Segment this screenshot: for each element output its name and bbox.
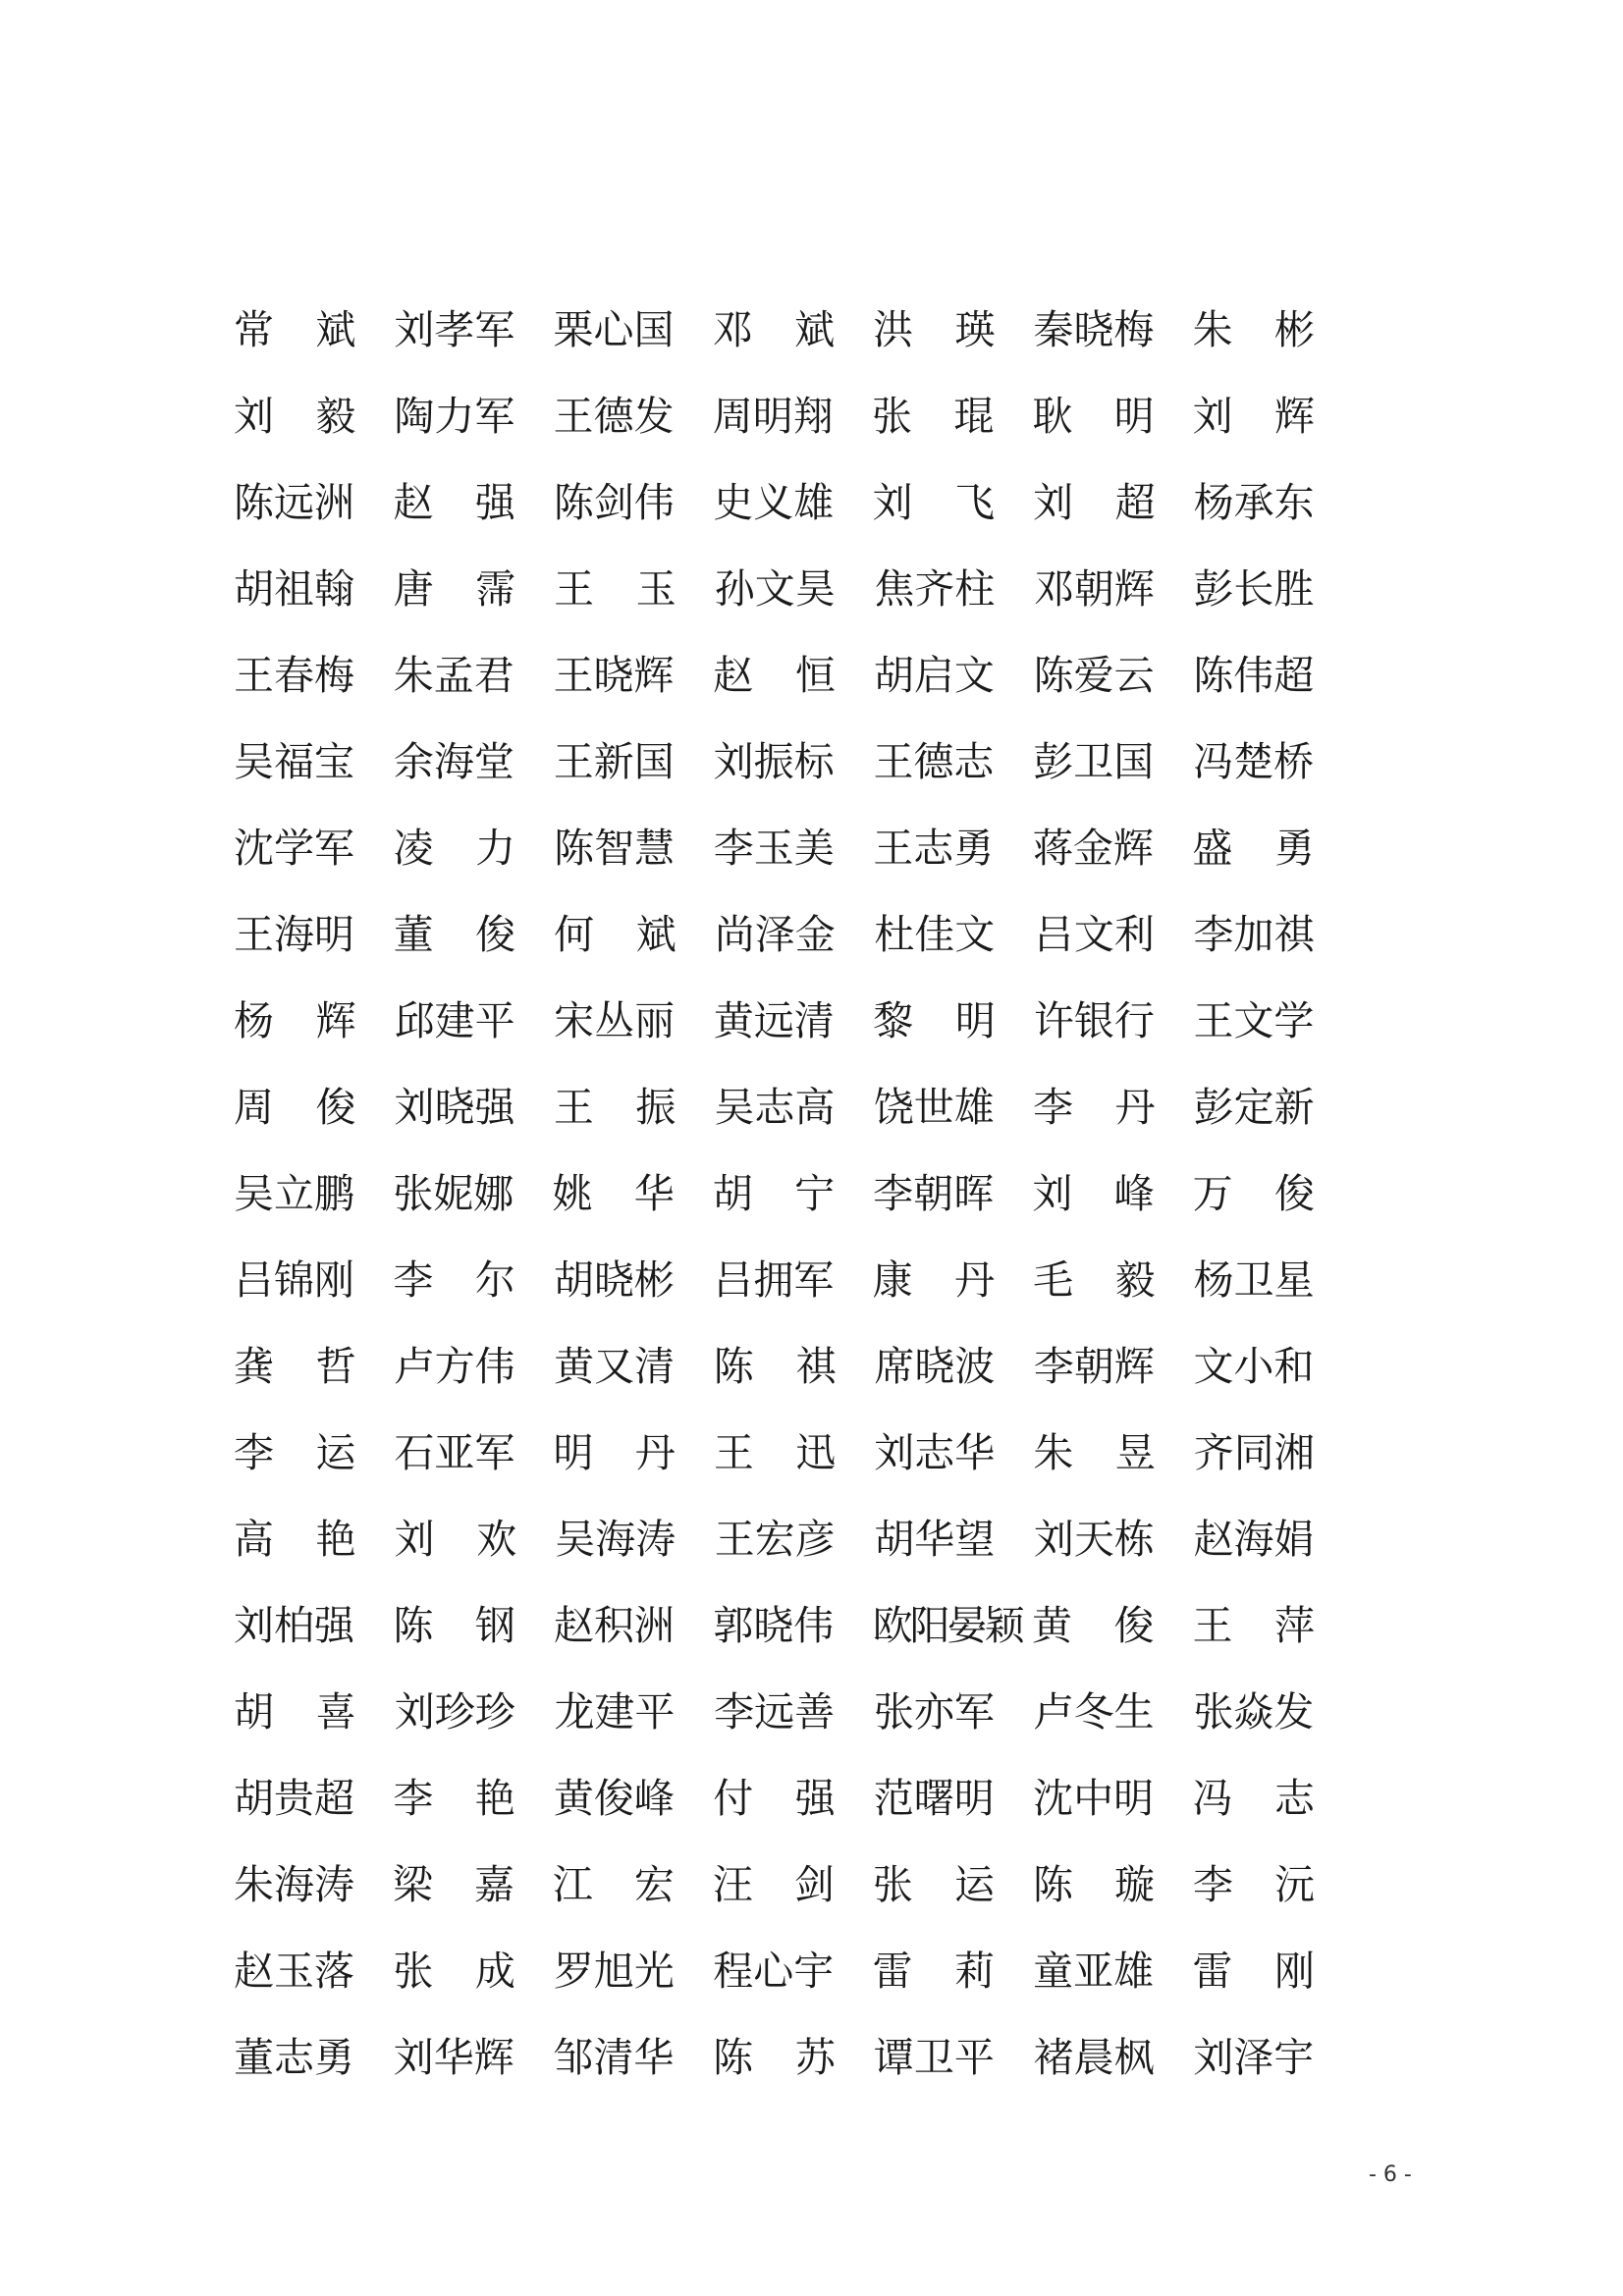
name-entry: 龙建平 — [554, 1688, 676, 1735]
name-char: 康 — [872, 1256, 913, 1304]
name-char: 李 — [393, 1256, 434, 1304]
name-row — [234, 1496, 1353, 1582]
name-row — [234, 1323, 1353, 1410]
name-entry: 陈剑伟 — [553, 479, 675, 526]
name-entry: 王新国 — [553, 738, 675, 785]
name-entry — [713, 1842, 835, 1928]
name-entry: 沈学军 — [234, 825, 354, 872]
name-entry — [553, 1842, 675, 1928]
name-entry: 郭晓伟 — [713, 1602, 835, 1649]
name-char: 钢 — [474, 1602, 515, 1649]
name-entry — [234, 1669, 356, 1755]
name-entry: 王海明 — [234, 911, 354, 958]
name-char: 运 — [315, 1429, 356, 1476]
name-char: 刘 — [1192, 393, 1233, 440]
name-entry — [714, 1323, 837, 1410]
name-row — [234, 1928, 1353, 2014]
name-char: 强 — [474, 479, 515, 526]
name-char: 李 — [234, 1429, 274, 1476]
name-entry: 张焱发 — [1193, 1688, 1315, 1735]
name-entry: 王德发 — [553, 393, 675, 440]
name-entry — [393, 1755, 514, 1842]
name-entry: 李远善 — [714, 1688, 836, 1735]
name-entry: 吴志高 — [714, 1084, 836, 1131]
name-entry — [1193, 373, 1315, 459]
name-row — [234, 1237, 1353, 1323]
name-entry — [1192, 805, 1315, 891]
name-row — [234, 459, 1353, 546]
name-char: 俊 — [1113, 1602, 1155, 1649]
name-char: 俊 — [1273, 1170, 1315, 1217]
name-row — [234, 1755, 1353, 1842]
name-entry: 胡晓彬 — [553, 1256, 675, 1304]
name-char: 霈 — [475, 565, 516, 613]
name-row — [234, 1582, 1353, 1669]
name-char: 赵 — [713, 652, 754, 699]
name-char: 耿 — [1032, 393, 1073, 440]
name-entry: 孙文昊 — [714, 565, 836, 613]
name-entry — [395, 1496, 517, 1582]
name-list — [234, 287, 1353, 2101]
name-char: 剑 — [793, 1861, 835, 1908]
name-char: 洪 — [873, 306, 914, 353]
name-entry: 刘柏强 — [234, 1602, 354, 1649]
name-entry — [234, 1064, 355, 1150]
name-char: 成 — [474, 1948, 515, 1995]
name-char: 刚 — [1273, 1948, 1315, 1995]
name-char: 冯 — [1192, 1775, 1233, 1822]
name-entry: 彭卫国 — [1033, 738, 1155, 785]
name-entry: 陈伟超 — [1193, 652, 1315, 699]
name-char: 宁 — [794, 1170, 836, 1217]
name-entry — [872, 373, 994, 459]
name-entry — [393, 1237, 514, 1323]
name-entry — [1033, 1410, 1155, 1496]
name-entry — [713, 632, 836, 719]
name-entry: 刘华辉 — [393, 2034, 514, 2081]
name-entry: 胡启文 — [873, 652, 995, 699]
name-entry: 王宏彦 — [714, 1516, 836, 1563]
name-entry: 刘志华 — [874, 1429, 996, 1476]
name-row — [234, 2014, 1353, 2101]
name-entry — [393, 1842, 514, 1928]
name-char: 凌 — [393, 825, 434, 872]
name-char: 斌 — [315, 306, 356, 353]
name-entry — [234, 978, 356, 1064]
name-entry: 胡祖翰 — [234, 565, 354, 613]
name-char: 辉 — [1273, 393, 1315, 440]
name-row — [234, 1410, 1353, 1496]
name-entry: 范曙明 — [873, 1775, 995, 1822]
name-entry: 尚泽金 — [714, 911, 836, 958]
name-char: 苏 — [794, 2034, 836, 2081]
name-char: 明 — [1113, 393, 1155, 440]
name-entry — [552, 1150, 674, 1237]
name-char: 力 — [475, 825, 516, 872]
name-entry — [1033, 1064, 1155, 1150]
name-entry: 杨承东 — [1193, 479, 1315, 526]
name-entry: 王德志 — [873, 738, 995, 785]
name-entry: 李玉美 — [713, 825, 835, 872]
name-entry: 赵海娟 — [1193, 1516, 1315, 1563]
name-entry — [873, 459, 995, 546]
name-char: 胡 — [712, 1170, 753, 1217]
name-char: 宏 — [633, 1861, 675, 1908]
name-entry: 蒋金辉 — [1032, 825, 1154, 872]
name-char: 瑛 — [954, 306, 996, 353]
name-char: 李 — [1192, 1861, 1233, 1908]
name-char: 王 — [553, 1084, 594, 1131]
name-entry: 王春梅 — [234, 652, 354, 699]
name-char: 王 — [554, 565, 595, 613]
name-char: 萍 — [1273, 1602, 1315, 1649]
name-char: 胡 — [234, 1688, 274, 1735]
name-entry: 谭卫平 — [873, 2034, 995, 2081]
name-char: 李 — [393, 1775, 434, 1822]
name-entry: 胡华望 — [874, 1516, 996, 1563]
name-char: 运 — [953, 1861, 995, 1908]
name-char: 恒 — [794, 652, 836, 699]
name-entry: 朱海涛 — [234, 1861, 354, 1908]
name-row — [234, 719, 1353, 805]
name-entry: 许银行 — [1033, 997, 1155, 1044]
name-entry: 陈智慧 — [554, 825, 676, 872]
name-entry — [873, 1928, 995, 2014]
name-char: 黎 — [873, 997, 914, 1044]
name-entry: 石亚军 — [394, 1429, 515, 1476]
name-entry — [1193, 1582, 1315, 1669]
name-row — [234, 287, 1353, 373]
name-entry: 刘天栋 — [1033, 1516, 1155, 1563]
name-char: 哲 — [315, 1343, 356, 1390]
name-entry: 赵玉落 — [234, 1948, 354, 1995]
name-char: 杨 — [234, 997, 274, 1044]
name-entry: 黄远清 — [713, 997, 835, 1044]
name-char: 江 — [552, 1861, 593, 1908]
name-entry: 彭长胜 — [1193, 565, 1315, 613]
name-entry — [1033, 459, 1155, 546]
name-entry: 周明翔 — [712, 393, 834, 440]
name-entry: 刘珍珍 — [394, 1688, 515, 1735]
name-char: 强 — [794, 1775, 836, 1822]
name-entry: 张亦军 — [873, 1688, 995, 1735]
name-char: 张 — [393, 1948, 434, 1995]
name-entry — [1032, 1150, 1154, 1237]
name-char: 琨 — [953, 393, 995, 440]
name-char: 刘 — [872, 479, 913, 526]
name-char: 陈 — [393, 1602, 434, 1649]
name-char: 祺 — [795, 1343, 837, 1390]
name-char: 王 — [1192, 1602, 1233, 1649]
name-row — [234, 1064, 1353, 1150]
name-char: 莉 — [954, 1948, 996, 1995]
name-char: 辉 — [315, 997, 356, 1044]
name-entry: 栗心国 — [553, 306, 675, 353]
name-char: 艳 — [474, 1775, 515, 1822]
name-entry — [713, 2014, 836, 2101]
name-char: 陈 — [713, 1343, 754, 1390]
name-entry — [393, 459, 514, 546]
name-entry: 赵积洲 — [553, 1602, 675, 1649]
name-entry: 邓朝辉 — [1033, 565, 1155, 613]
name-char: 尔 — [474, 1256, 515, 1304]
name-entry — [234, 1410, 355, 1496]
name-char: 朱 — [1192, 306, 1233, 353]
name-entry — [554, 1064, 676, 1150]
name-entry: 焦齐柱 — [874, 565, 996, 613]
name-char: 昱 — [1114, 1429, 1156, 1476]
name-entry: 王志勇 — [873, 825, 995, 872]
name-entry: 陶力军 — [394, 393, 515, 440]
name-char: 俊 — [475, 911, 516, 958]
name-entry: 李朝辉 — [1033, 1343, 1155, 1390]
name-entry — [873, 287, 995, 373]
name-entry — [1193, 1150, 1315, 1237]
name-entry: 文小和 — [1193, 1343, 1315, 1390]
name-entry — [714, 1410, 836, 1496]
name-char: 彬 — [1273, 306, 1315, 353]
name-entry — [873, 1237, 995, 1323]
name-char: 玉 — [635, 565, 676, 613]
name-char: 刘 — [394, 1516, 435, 1563]
name-row — [234, 632, 1353, 719]
name-entry: 陈远洲 — [234, 479, 354, 526]
name-entry: 余海堂 — [393, 738, 514, 785]
name-entry: 欧阳晏颖 — [872, 1602, 1022, 1649]
name-char: 张 — [871, 393, 912, 440]
name-row — [234, 805, 1353, 891]
name-entry — [713, 287, 835, 373]
name-entry: 黄又清 — [554, 1343, 676, 1390]
name-char: 张 — [872, 1861, 913, 1908]
name-row — [234, 1842, 1353, 1928]
name-entry: 刘晓强 — [394, 1084, 515, 1131]
name-entry: 吴海涛 — [555, 1516, 676, 1563]
name-entry — [713, 1150, 835, 1237]
name-entry: 吴福宝 — [234, 738, 354, 785]
name-char: 王 — [713, 1429, 754, 1476]
name-entry — [393, 1928, 514, 2014]
name-char: 璇 — [1113, 1861, 1155, 1908]
name-char: 勇 — [1274, 825, 1315, 872]
name-char: 超 — [1114, 479, 1156, 526]
name-row — [234, 1669, 1353, 1755]
name-char: 黄 — [1032, 1602, 1073, 1649]
name-entry: 卢方伟 — [394, 1343, 515, 1390]
name-entry: 董志勇 — [234, 2034, 354, 2081]
name-entry: 童亚雄 — [1033, 1948, 1155, 1995]
name-char: 常 — [234, 306, 274, 353]
name-entry: 杨卫星 — [1193, 1256, 1315, 1304]
name-char: 丹 — [954, 1256, 996, 1304]
name-char: 峰 — [1113, 1170, 1155, 1217]
name-char: 邓 — [712, 306, 753, 353]
name-char: 华 — [633, 1170, 675, 1217]
name-char: 李 — [1033, 1084, 1074, 1131]
name-entry: 刘振标 — [713, 738, 835, 785]
name-char: 龚 — [234, 1343, 274, 1390]
name-char: 沅 — [1274, 1861, 1316, 1908]
name-char: 朱 — [1033, 1429, 1074, 1476]
name-entry — [394, 891, 516, 978]
name-char: 丹 — [1114, 1084, 1156, 1131]
name-char: 董 — [393, 911, 434, 958]
name-entry: 吕锦刚 — [234, 1256, 354, 1304]
name-char: 俊 — [315, 1084, 356, 1131]
name-char: 丹 — [634, 1429, 676, 1476]
name-entry: 吕文利 — [1033, 911, 1155, 958]
name-char: 明 — [553, 1429, 594, 1476]
name-entry — [873, 978, 996, 1064]
name-entry: 张妮娜 — [393, 1170, 514, 1217]
name-entry: 齐同湘 — [1193, 1429, 1315, 1476]
name-entry — [554, 891, 676, 978]
name-entry: 彭定新 — [1193, 1084, 1315, 1131]
name-char: 雷 — [1192, 1948, 1233, 1995]
name-entry — [234, 373, 355, 459]
name-entry — [1033, 1842, 1155, 1928]
name-entry: 程心宇 — [713, 1948, 835, 1995]
name-entry: 朱孟君 — [393, 652, 514, 699]
name-char: 明 — [954, 997, 996, 1044]
name-entry — [234, 1496, 356, 1582]
name-char: 高 — [234, 1516, 274, 1563]
name-char: 刘 — [1032, 1170, 1073, 1217]
name-entry: 卢冬生 — [1033, 1688, 1155, 1735]
name-char: 刘 — [234, 393, 274, 440]
name-entry — [394, 805, 516, 891]
name-char: 何 — [554, 911, 595, 958]
name-entry — [1193, 1928, 1315, 2014]
name-char: 迅 — [795, 1429, 837, 1476]
name-char: 周 — [234, 1084, 274, 1131]
name-entry: 李加祺 — [1193, 911, 1315, 958]
name-char: 雷 — [872, 1948, 913, 1995]
name-entry: 黄俊峰 — [553, 1775, 675, 1822]
name-char: 嘉 — [473, 1861, 514, 1908]
name-row — [234, 891, 1353, 978]
name-char: 毅 — [1114, 1256, 1156, 1304]
name-entry — [554, 1410, 676, 1496]
name-entry: 史义雄 — [713, 479, 835, 526]
name-char: 振 — [635, 1084, 676, 1131]
name-entry: 吴立鹏 — [234, 1170, 354, 1217]
name-entry — [1193, 287, 1315, 373]
name-entry: 秦晓梅 — [1033, 306, 1155, 353]
name-entry — [873, 1842, 995, 1928]
name-char: 姚 — [552, 1170, 593, 1217]
name-char: 志 — [1273, 1775, 1315, 1822]
name-entry: 王晓辉 — [553, 652, 675, 699]
name-char: 陈 — [1032, 1861, 1073, 1908]
name-entry: 沈中明 — [1033, 1775, 1155, 1822]
name-char: 汪 — [712, 1861, 753, 1908]
name-char: 盛 — [1192, 825, 1233, 872]
name-entry — [393, 1582, 514, 1669]
name-char: 斌 — [635, 911, 676, 958]
name-row — [234, 978, 1353, 1064]
name-char: 唐 — [393, 565, 434, 613]
name-entry — [554, 546, 676, 632]
name-char: 赵 — [393, 479, 434, 526]
name-entry: 刘孝军 — [394, 306, 515, 353]
name-char: 欢 — [476, 1516, 517, 1563]
name-entry — [1193, 1842, 1315, 1928]
name-entry — [1033, 1237, 1155, 1323]
name-entry: 冯楚桥 — [1193, 738, 1315, 785]
name-entry — [234, 287, 355, 373]
name-char: 陈 — [713, 2034, 754, 2081]
name-char: 艳 — [315, 1516, 356, 1563]
name-entry: 吕拥军 — [713, 1256, 835, 1304]
name-entry: 陈爱云 — [1033, 652, 1155, 699]
name-char: 万 — [1192, 1170, 1233, 1217]
name-entry: 罗旭光 — [553, 1948, 675, 1995]
name-entry: 褚晨枫 — [1033, 2034, 1155, 2081]
name-char: 刘 — [1033, 479, 1074, 526]
page-number: - 6 - — [1369, 2163, 1412, 2187]
name-char: 斌 — [794, 306, 836, 353]
name-entry — [394, 546, 516, 632]
name-entry: 李朝晖 — [873, 1170, 995, 1217]
name-entry — [1032, 373, 1154, 459]
name-char: 飞 — [954, 479, 996, 526]
name-entry — [1032, 1582, 1154, 1669]
name-entry: 刘泽宇 — [1193, 2034, 1315, 2081]
name-char: 毛 — [1033, 1256, 1074, 1304]
name-entry: 杜佳文 — [874, 911, 996, 958]
name-char: 付 — [713, 1775, 754, 1822]
name-char: 毅 — [315, 393, 356, 440]
name-char: 喜 — [315, 1688, 356, 1735]
name-row — [234, 1150, 1353, 1237]
name-entry: 邹清华 — [553, 2034, 675, 2081]
name-entry: 宋丛丽 — [554, 997, 676, 1044]
name-entry: 邱建平 — [394, 997, 515, 1044]
name-entry — [713, 1755, 835, 1842]
name-entry — [1193, 1755, 1315, 1842]
name-entry: 王文学 — [1193, 997, 1315, 1044]
name-row — [234, 546, 1353, 632]
name-char: 梁 — [392, 1861, 433, 1908]
name-entry — [234, 1323, 356, 1410]
name-row — [234, 373, 1353, 459]
name-entry: 胡贵超 — [234, 1775, 354, 1822]
name-entry: 饶世雄 — [873, 1084, 995, 1131]
name-entry: 席晓波 — [874, 1343, 996, 1390]
